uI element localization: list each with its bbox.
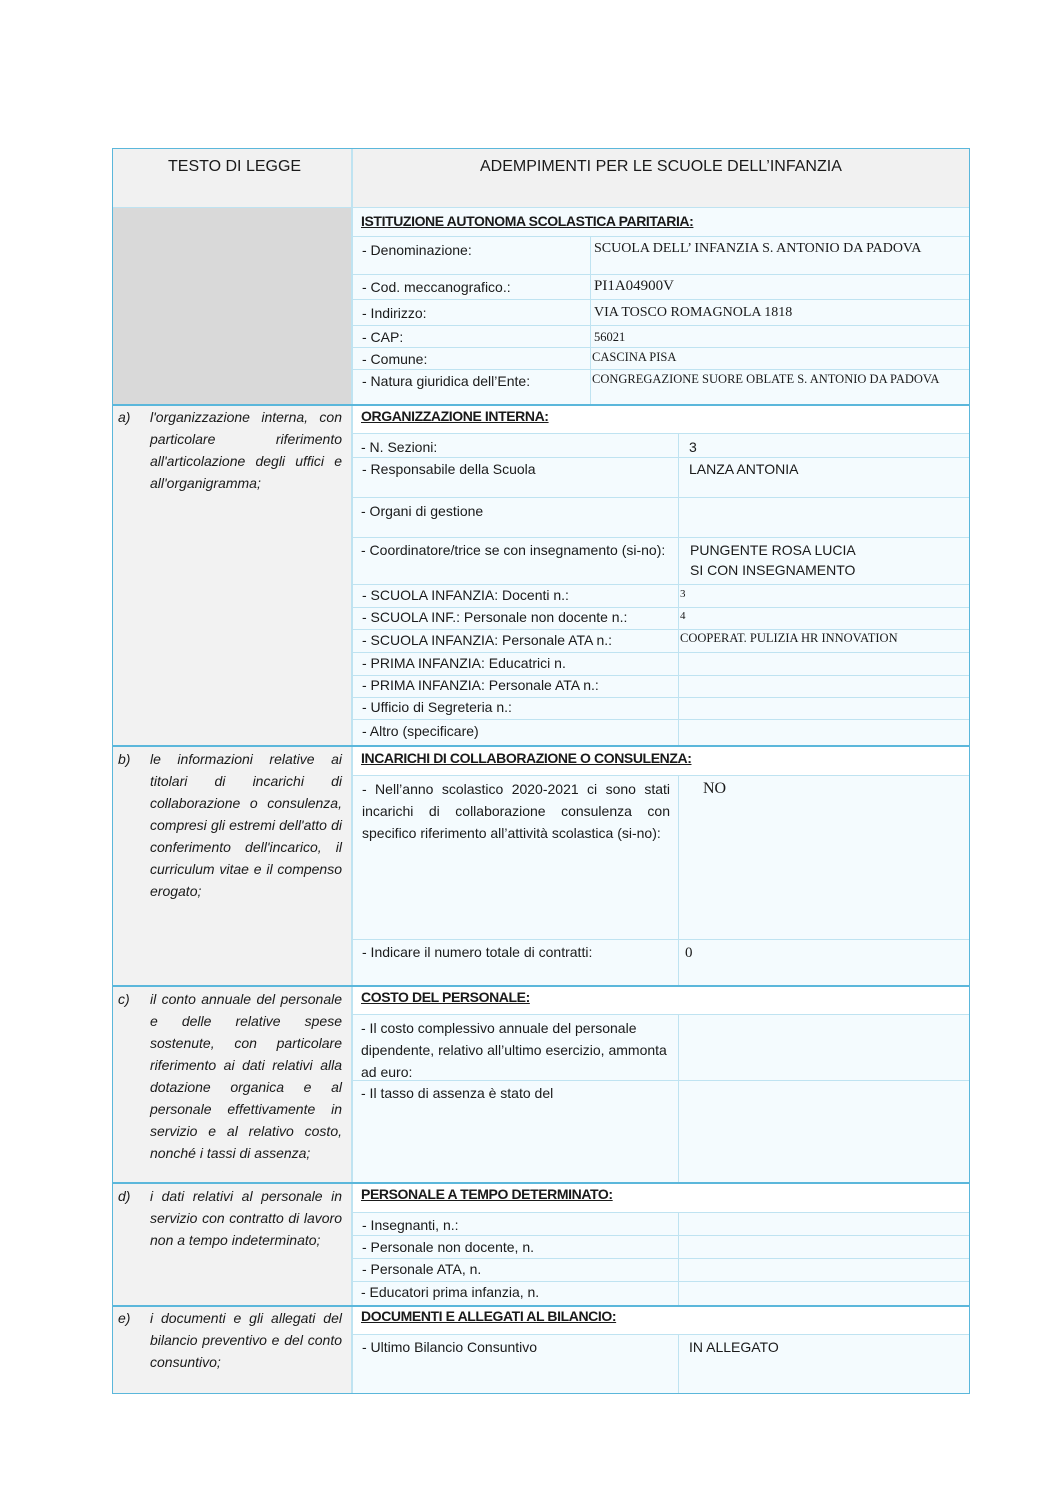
table-border (112, 148, 970, 1394)
sezioni-value: 3 (689, 439, 697, 455)
tempo-det-title: PERSONALE A TEMPO DETERMINATO: (361, 1186, 613, 1202)
law-c: c) il conto annuale del personale e delle relative spese sostenute, con particolare riferimento ai dati relativi alla dotazione organica e al personale effettivamente in servizio e al relativo costo, nonché i tassi di assenza; (118, 991, 342, 1161)
denominazione-label: - Denominazione: (362, 242, 472, 258)
bilancio-value: IN ALLEGATO (689, 1339, 779, 1355)
law-b: b) le informazioni relative ai titolari di incarichi di collaborazione o consulenza, compresi gli estremi dell'atto di conferimento dell'incarico, il curriculum vitae e il compenso erogato; (118, 751, 342, 899)
indirizzo-label: - Indirizzo: (362, 305, 427, 321)
incarichi-title: INCARICHI DI COLLABORAZIONE O CONSULENZA: (361, 750, 692, 766)
coordinatore-value2: SI CON INSEGNAMENTO (690, 562, 856, 578)
responsabile-label: - Responsabile della Scuola (362, 461, 536, 477)
denominazione-value: SCUOLA DELL’ INFANZIA S. ANTONIO DA PADOVA (594, 241, 922, 256)
costo-label: - Il costo complessivo annuale del personale dipendente, relativo all’ultimo esercizio, ammonta ad euro: (361, 1020, 667, 1080)
header-right: ADEMPIMENTI PER LE SCUOLE DELL’INFANZIA (480, 158, 842, 175)
organi-label: - Organi di gestione (361, 503, 484, 519)
docenti-value: 3 (680, 588, 686, 600)
insegnanti-label: - Insegnanti, n.: (362, 1217, 459, 1233)
assenza-label: - Il tasso di assenza è stato del (361, 1085, 554, 1101)
cap-label: - CAP: (362, 329, 404, 345)
ata-label: - SCUOLA INFANZIA: Personale ATA n.: (362, 632, 613, 648)
costo-title: COSTO DEL PERSONALE: (361, 989, 530, 1005)
altro-label: - Altro (specificare) (362, 723, 479, 739)
non-docente-value: 4 (680, 610, 686, 622)
pers-ata-label: - Personale ATA, n. (362, 1261, 482, 1277)
istituzione-title: ISTITUZIONE AUTONOMA SCOLASTICA PARITARIA: (361, 213, 694, 229)
comune-label: - Comune: (362, 351, 428, 367)
incarichi-answer: NO (703, 780, 727, 797)
non-docente-label: - SCUOLA INF.: Personale non docente n.: (362, 609, 628, 625)
transparency-table (112, 148, 970, 1394)
sezioni-label: - N. Sezioni: (361, 439, 438, 455)
contratti-value: 0 (685, 945, 693, 961)
incarichi-question: - Nell’anno scolastico 2020-2021 ci sono stati incarichi di collaborazione consulenza con specifico riferimento all’attività scolastica (si-no): (362, 781, 670, 841)
natura-value: CONGREGAZIONE SUORE OBLATE S. ANTONIO DA PADOVA (592, 372, 940, 386)
natura-label: - Natura giuridica dell’Ente: (362, 373, 531, 389)
cap-value: 56021 (594, 330, 626, 344)
coordinatore-value: PUNGENTE ROSA LUCIA (690, 542, 856, 558)
docenti-label: - SCUOLA INFANZIA: Docenti n.: (362, 587, 569, 603)
law-a: a) l'organizzazione interna, con particolare riferimento all'articolazione degli uffici e all'organigramma; (118, 409, 342, 491)
pers-non-doc-label: - Personale non docente, n. (362, 1239, 535, 1255)
indirizzo-value: VIA TOSCO ROMAGNOLA 1818 (594, 305, 793, 320)
law-d: d) i dati relativi al personale in servizio con contratto di lavoro non a tempo indeterminato; (118, 1188, 342, 1248)
cod-mecc-value: PI1A04900V (594, 278, 675, 294)
comune-value: CASCINA PISA (592, 350, 677, 364)
organizzazione-title: ORGANIZZAZIONE INTERNA: (361, 408, 549, 424)
prima-inf-ata-label: - PRIMA INFANZIA: Personale ATA n.: (362, 677, 599, 693)
bilancio-label: - Ultimo Bilancio Consuntivo (362, 1339, 538, 1355)
coordinatore-label: - Coordinatore/trice se con insegnamento (si-no): (361, 542, 666, 558)
segreteria-label: - Ufficio di Segreteria n.: (362, 699, 512, 715)
educatrici-label: - PRIMA INFANZIA: Educatrici n. (362, 655, 566, 671)
documenti-title: DOCUMENTI E ALLEGATI AL BILANCIO: (361, 1308, 617, 1324)
header-left: TESTO DI LEGGE (168, 158, 302, 175)
contratti-label: - Indicare il numero totale di contratti: (362, 944, 593, 960)
educatori-label: - Educatori prima infanzia, n. (361, 1284, 540, 1300)
responsabile-value: LANZA ANTONIA (689, 461, 799, 477)
law-e: e) i documenti e gli allegati del bilancio preventivo e del conto consuntivo; (118, 1310, 342, 1370)
ata-value: COOPERAT. PULIZIA HR INNOVATION (680, 631, 898, 645)
cod-mecc-label: - Cod. meccanografico.: (362, 279, 511, 295)
